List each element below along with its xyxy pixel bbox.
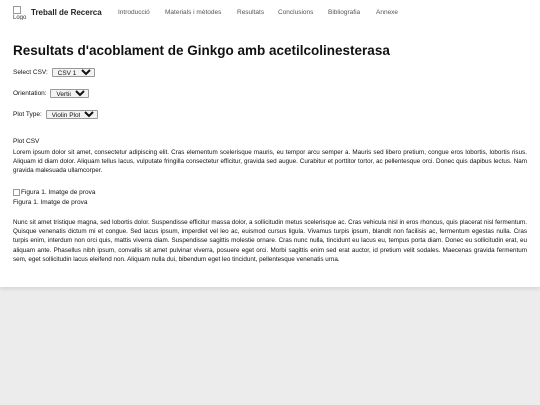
orientation-select[interactable]: [50, 89, 89, 98]
logo-image[interactable]: [13, 6, 27, 20]
csv-select[interactable]: [52, 68, 95, 77]
figure-image: [13, 189, 95, 196]
orientation-select-label: Orientation:: [13, 90, 47, 98]
csv-control: [13, 68, 95, 77]
logo-alt-text: Logo: [13, 15, 27, 20]
nav-link-annexe[interactable]: Annexe: [376, 9, 399, 16]
plot-type-select[interactable]: [46, 110, 98, 119]
broken-image-icon: [13, 6, 21, 14]
plot-type-control: [13, 110, 98, 119]
plot-type-select-label: Plot Type:: [13, 111, 42, 119]
nav-link-bibliografia[interactable]: Bibliografia: [328, 9, 361, 16]
figure-caption: Figura 1. Imatge de prova: [13, 199, 88, 206]
nav-link-resultats[interactable]: Resultats: [237, 9, 265, 16]
csv-select-label: Select CSV:: [13, 69, 48, 77]
page-title: Resultats d'acoblament de Ginkgo amb acetilcolinesterasa: [13, 43, 390, 58]
nav-link-introduccio[interactable]: Introducció: [118, 9, 150, 16]
brand-title[interactable]: Treball de Recerca: [31, 8, 102, 17]
navbar: [0, 0, 540, 28]
nav-link-materials[interactable]: Materials i mètodes: [165, 9, 222, 16]
figure-alt-text: Figura 1. Imatge de prova: [21, 189, 96, 197]
orientation-control: [13, 89, 89, 98]
plot-placeholder: Plot CSV: [13, 138, 40, 145]
broken-image-icon: [13, 189, 20, 196]
paragraph-2: Nunc sit amet tristique magna, sed lobortis dolor. Suspendisse efficitur massa dolor, a sollicitudin metus scelerisque ac. Cras vehicula nisl in eros rhoncus, quis placerat nisl fermentum. Quisque venenatis dictum mi et congue. Sed lacus ipsum, imperdiet vel leo ac, euismod cursus ligula. Vivamus turpis ipsum, blandit non facilisis ac, fermentum egestas nulla. Cras turpis enim, interdum non orci quis, mattis viverra diam. Suspendisse sagittis molestie ornare. Cras nunc nulla, tincidunt eu lacus eu, tempus porta diam. Donec eu sollicitudin erat, eu aliquam ante. Phasellus nibh ipsum, convallis sit amet pulvinar viverra, posuere eget orci. Morbi sagittis enim sed erat auctor, id pretium velit sodales. Maecenas gravida fermentum sem, eget sollicitudin lacus eleifend non. Aliquam nulla dui, bibendum eget leo tincidunt, pellentesque venenatis urna.: [13, 219, 527, 263]
paragraph-1: Lorem ipsum dolor sit amet, consectetur adipiscing elit. Cras elementum scelerisque mauris, eu tempor arcu semper a. Mauris sed libero pretium, congue eros lobortis, lobortis risus. Aliquam id diam dolor. Aliquam tellus lacus, vulputate fringilla consectetur efficitur, gravida sed augue. Curabitur et porttitor tortor, ac pellentesque orci. Donec quis dapibus lectus. Nam gravida malesuada ullamcorper.: [13, 149, 527, 175]
nav-link-conclusions[interactable]: Conclusions: [278, 9, 314, 16]
